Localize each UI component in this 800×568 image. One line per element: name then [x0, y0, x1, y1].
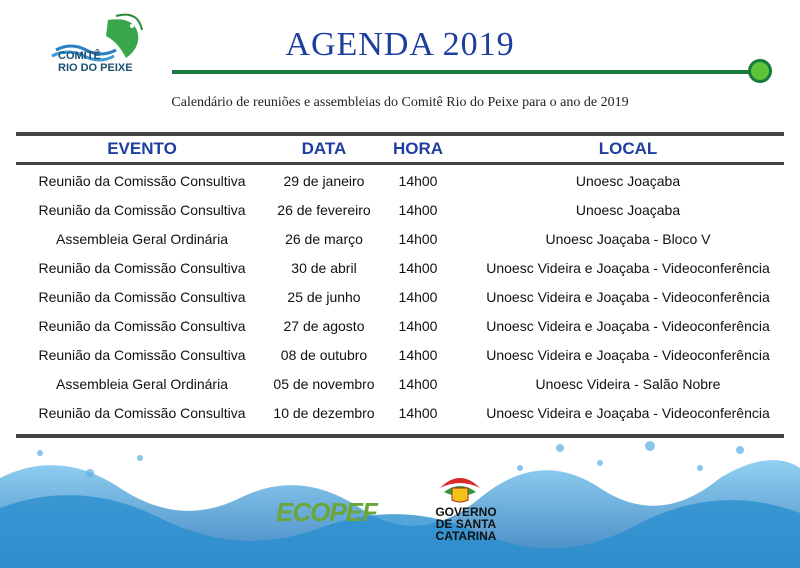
- cell-evento: Reunião da Comissão Consultiva: [38, 202, 246, 218]
- cell-evento: Reunião da Comissão Consultiva: [38, 318, 246, 334]
- table-top-rule: [16, 132, 784, 136]
- table-row: [0, 254, 800, 283]
- state-emblem-icon: [436, 470, 484, 506]
- cell-local: Unoesc Joaçaba: [575, 202, 681, 218]
- cell-hora: 14h00: [398, 376, 438, 392]
- cell-data: 26 de março: [285, 231, 363, 247]
- table-row: [0, 225, 800, 254]
- cell-local: Unoesc Joaçaba: [575, 173, 681, 189]
- cell-local: Unoesc Videira e Joaçaba - Videoconferência: [486, 347, 770, 363]
- cell-local: Unoesc Videira e Joaçaba - Videoconferência: [486, 318, 770, 334]
- cell-evento: Assembleia Geral Ordinária: [56, 376, 228, 392]
- cell-data: 10 de dezembro: [273, 405, 375, 421]
- cell-data: 29 de janeiro: [283, 173, 365, 189]
- cell-hora: 14h00: [398, 289, 438, 305]
- column-header-data: DATA: [301, 139, 347, 158]
- cell-evento: Reunião da Comissão Consultiva: [38, 347, 246, 363]
- cell-hora: 14h00: [398, 260, 438, 276]
- title-underline: [172, 70, 760, 74]
- cell-hora: 14h00: [398, 202, 438, 218]
- cell-local: Unoesc Videira e Joaçaba - Videoconferência: [486, 405, 770, 421]
- table-row: [0, 341, 800, 370]
- water-splash-decoration: [0, 438, 800, 568]
- cell-data: 25 de junho: [287, 289, 361, 305]
- title-dot-decoration: [748, 59, 772, 83]
- cell-evento: Reunião da Comissão Consultiva: [38, 289, 246, 305]
- cell-evento: Assembleia Geral Ordinária: [56, 231, 228, 247]
- column-header-evento: EVENTO: [107, 139, 177, 158]
- cell-hora: 14h00: [398, 405, 438, 421]
- cell-data: 27 de agosto: [283, 318, 365, 334]
- table-row: [0, 399, 800, 428]
- column-header-hora: HORA: [392, 139, 444, 158]
- logo-text: [58, 50, 148, 74]
- table-row: [0, 196, 800, 225]
- page-title: AGENDA 2019: [285, 26, 515, 63]
- cell-hora: 14h00: [398, 173, 438, 189]
- table-row: [0, 370, 800, 399]
- table-row: [0, 312, 800, 341]
- gov-line-2: DE SANTA: [435, 517, 497, 531]
- cell-data: 05 de novembro: [273, 376, 375, 392]
- cell-local: Unoesc Joaçaba - Bloco V: [545, 231, 711, 247]
- cell-data: 30 de abril: [291, 260, 357, 276]
- table-row: [0, 283, 800, 312]
- cell-hora: 14h00: [398, 318, 438, 334]
- cell-hora: 14h00: [398, 347, 438, 363]
- cell-evento: Reunião da Comissão Consultiva: [38, 260, 246, 276]
- logo-line-1: COMITÊ: [58, 50, 101, 62]
- cell-data: 26 de fevereiro: [277, 202, 371, 218]
- page-subtitle: Calendário de reuniões e assembleias do Comitê Rio do Peixe para o ano de 2019: [171, 95, 629, 110]
- logo-line-2: RIO DO PEIXE: [58, 62, 133, 74]
- cell-evento: Reunião da Comissão Consultiva: [38, 173, 246, 189]
- gov-line-1: GOVERNO: [435, 505, 497, 519]
- cell-evento: Reunião da Comissão Consultiva: [38, 405, 246, 421]
- column-header-local: LOCAL: [598, 139, 658, 158]
- gov-line-3: CATARINA: [435, 529, 497, 543]
- governo-sc-logo-text: [426, 506, 506, 542]
- ecopef-logo: ECOPEF: [276, 497, 377, 527]
- cell-hora: 14h00: [398, 231, 438, 247]
- cell-local: Unoesc Videira e Joaçaba - Videoconferência: [486, 289, 770, 305]
- table-header-rule: [16, 162, 784, 165]
- cell-local: Unoesc Videira e Joaçaba - Videoconferência: [486, 260, 770, 276]
- cell-local: Unoesc Videira - Salão Nobre: [535, 376, 721, 392]
- table-row: [0, 167, 800, 196]
- cell-data: 08 de outubro: [280, 347, 368, 363]
